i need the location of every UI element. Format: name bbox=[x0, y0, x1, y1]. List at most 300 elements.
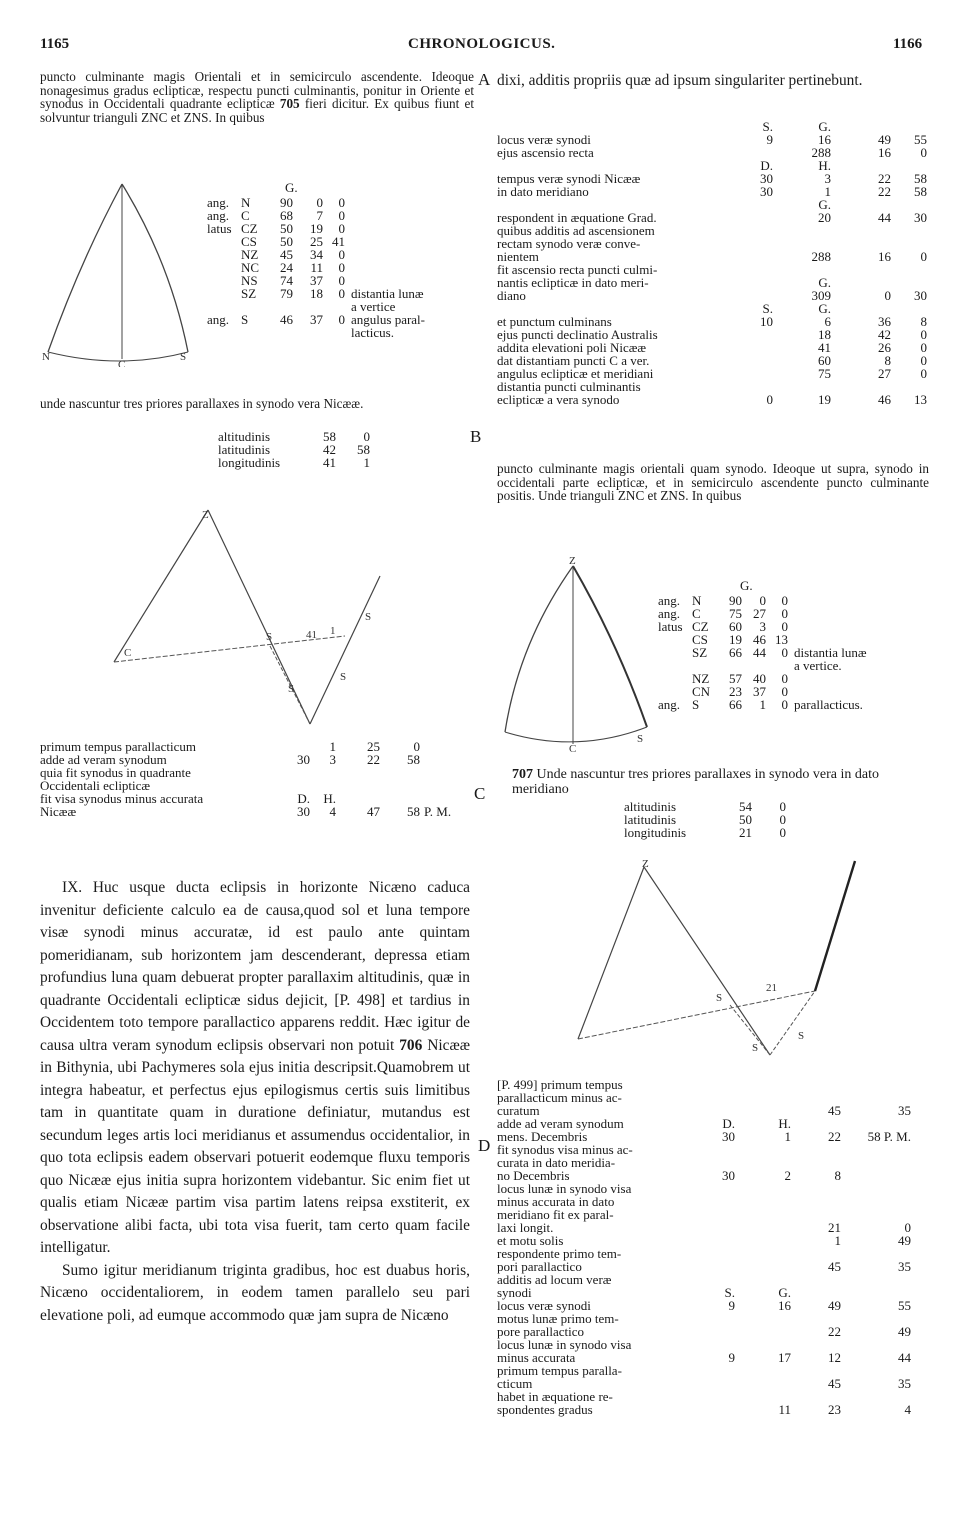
rtab1-cell: 16 bbox=[878, 145, 891, 160]
rtab1-cell: 20 bbox=[818, 210, 831, 225]
tri1-cell bbox=[345, 261, 425, 274]
tri2-cell: C bbox=[692, 606, 701, 621]
tri1-cell: 0 bbox=[338, 208, 345, 223]
tri2-cell: a vertice. bbox=[794, 658, 842, 673]
rtab1-cell: 55 bbox=[914, 132, 927, 147]
tab2-cell: 30 bbox=[297, 752, 310, 767]
rtab3-cell: 44 bbox=[898, 1350, 911, 1365]
tri2-cell bbox=[788, 620, 867, 633]
rtab1-cell: 0 bbox=[920, 327, 927, 342]
rtab3-cell: 45 bbox=[828, 1103, 841, 1118]
rtab3-cell: motus lunæ primo tem- bbox=[497, 1311, 619, 1326]
tri1-cell: ang. bbox=[207, 208, 230, 223]
rtab3-cell: adde ad veram synodum bbox=[497, 1116, 624, 1131]
rtab1-row bbox=[497, 393, 927, 406]
rtab1-cell bbox=[747, 276, 773, 289]
rtab1-cell: 16 bbox=[878, 249, 891, 264]
tri2-cell: parallacticus. bbox=[794, 697, 863, 712]
tab2-cell: Occidentali eclipticæ bbox=[40, 778, 151, 793]
tab2-cell: adde ad veram synodum bbox=[40, 752, 167, 767]
fig2-label-s1: S bbox=[266, 631, 273, 643]
rtab3-cell bbox=[735, 1195, 791, 1208]
rtab3-cell: 49 bbox=[898, 1324, 911, 1339]
rtab3-cell: laxi longit. bbox=[497, 1220, 554, 1235]
rtab1-cell: S. bbox=[762, 119, 773, 134]
rtab3-cell: pore parallactico bbox=[497, 1324, 584, 1339]
rtab1-cell: 46 bbox=[878, 392, 891, 407]
tri1-cell bbox=[345, 235, 425, 248]
tab2-cell: 30 bbox=[297, 804, 310, 819]
tri1-cell bbox=[207, 261, 239, 274]
tri2-cell bbox=[658, 646, 690, 659]
rtab3-cell: additis ad locum veræ bbox=[497, 1272, 612, 1287]
rtab1-cell: 288 bbox=[811, 249, 831, 264]
rtab3-cell: 30 bbox=[722, 1129, 735, 1144]
tri2-cell bbox=[788, 607, 867, 620]
rtab1-cell: 0 bbox=[920, 353, 927, 368]
tri2-cell: 0 bbox=[781, 697, 788, 712]
rtab3-cell bbox=[735, 1234, 791, 1247]
rtab1-cell: 58 bbox=[914, 184, 927, 199]
left-intro-text: puncto culminante magis Orientali et in semicirculo ascendente. Ideoque nonagesimus gradus eclipticæ, respectu puncti culminantis, ponitur in Oriente et synodus in Occidentali quadrante eclipticæ bbox=[40, 69, 474, 111]
rtab3-cell bbox=[791, 1273, 841, 1286]
rtab1-cell: H. bbox=[818, 158, 831, 173]
rtab3-cell bbox=[841, 1182, 911, 1195]
tri1-cell: 41 bbox=[332, 234, 345, 249]
rtab1-cell: 27 bbox=[878, 366, 891, 381]
par1-cell: 58 bbox=[357, 442, 370, 457]
rtab1-cell: nantis eclipticæ in dato meri- bbox=[497, 275, 649, 290]
par2-cell: 21 bbox=[739, 825, 752, 840]
margin-letter-c: C bbox=[474, 784, 486, 803]
rtab1-cell: diano bbox=[497, 288, 526, 303]
rtab3-row bbox=[497, 1208, 911, 1221]
rtab3-cell bbox=[841, 1078, 911, 1091]
par1-cell: 42 bbox=[323, 442, 336, 457]
tri1-cell: 19 bbox=[310, 221, 323, 236]
tri2-cell: 66 bbox=[729, 697, 742, 712]
rtab1-row bbox=[497, 146, 927, 159]
tri2-cell bbox=[788, 672, 867, 685]
tri1-cell: 7 bbox=[316, 208, 323, 223]
section-number-705: 705 bbox=[279, 96, 300, 111]
tab2-cell: 47 bbox=[367, 804, 380, 819]
fig2-label-s4: S bbox=[340, 671, 347, 683]
par2-row bbox=[624, 826, 786, 839]
tab2-cell: primum tempus parallacticum bbox=[40, 739, 196, 754]
tab2-cell bbox=[420, 740, 451, 753]
rtab1-cell: 8 bbox=[884, 353, 891, 368]
fig2-label-1: 1 bbox=[330, 625, 336, 637]
rtab3-cell bbox=[707, 1260, 735, 1273]
figure-parallax-diagram-1 bbox=[100, 496, 400, 736]
tri1-cell: angulus paral- bbox=[351, 312, 426, 327]
rtab1-cell bbox=[773, 224, 831, 237]
rtab3-cell bbox=[707, 1247, 735, 1260]
par1-cell: 0 bbox=[363, 429, 370, 444]
rtab1-cell: addita elevationi poli Nicææ bbox=[497, 340, 647, 355]
tri1-cell bbox=[345, 209, 425, 222]
rtab1-cell: rectam synodo veræ conve- bbox=[497, 236, 641, 251]
tab2-cell: fit visa synodus minus accurata bbox=[40, 791, 204, 806]
rtab3-cell bbox=[791, 1195, 841, 1208]
rtab3-cell: 11 bbox=[778, 1402, 791, 1417]
fig3-label-z: Z bbox=[569, 555, 576, 567]
rtab1-cell: 26 bbox=[878, 340, 891, 355]
rtab3-cell: 1 bbox=[834, 1233, 841, 1248]
rtab1-cell: 30 bbox=[760, 171, 773, 186]
rtab1-cell: 0 bbox=[920, 249, 927, 264]
rtab3-cell bbox=[791, 1156, 841, 1169]
tri1-cell: 45 bbox=[280, 247, 293, 262]
rtab3-row bbox=[497, 1273, 911, 1286]
par2-cell: 0 bbox=[779, 799, 786, 814]
rtab3-cell: 23 bbox=[828, 1402, 841, 1417]
tri2-cell bbox=[788, 594, 867, 607]
rtab1-cell: fit ascensio recta puncti culmi- bbox=[497, 262, 658, 277]
rtab3-cell: et motu solis bbox=[497, 1233, 564, 1248]
rtab3-cell bbox=[735, 1091, 791, 1104]
tri2-cell: 37 bbox=[753, 684, 766, 699]
tri2-cell: distantia lunæ bbox=[794, 645, 867, 660]
fig2-label-41: 41 bbox=[306, 629, 317, 641]
rtab3-cell bbox=[841, 1273, 911, 1286]
synod-table-right bbox=[497, 120, 927, 406]
rtab3-cell bbox=[791, 1078, 841, 1091]
section-707 bbox=[512, 768, 930, 797]
rtab1-cell: G. bbox=[818, 301, 831, 316]
rtab3-cell: 22 bbox=[828, 1324, 841, 1339]
rtab1-cell: 8 bbox=[920, 314, 927, 329]
tri1-cell bbox=[345, 248, 425, 261]
tri1-row bbox=[207, 196, 425, 209]
right-paragraph-2 bbox=[497, 462, 929, 503]
left-parallax-intro: unde nascuntur tres priores parallaxes in synodo vera Nicææ. bbox=[40, 396, 364, 411]
tri1-cell: 50 bbox=[280, 221, 293, 236]
rtab1-cell: 58 bbox=[914, 171, 927, 186]
rtab1-cell: G. bbox=[818, 119, 831, 134]
tri1-cell: 11 bbox=[310, 260, 323, 275]
rtab1-cell: 30 bbox=[914, 210, 927, 225]
rtab3-cell: minus accurata in dato bbox=[497, 1194, 615, 1209]
rtab1-cell: 309 bbox=[811, 288, 831, 303]
tri1-cell: 24 bbox=[280, 260, 293, 275]
tri2-cell: 66 bbox=[729, 645, 742, 660]
rtab3-cell: 2 bbox=[784, 1168, 791, 1183]
section-ix-text-b: Nicææ in Bithynia, ubi Pachymeres sola ejus initia descripsit.Quamobrem ut integra habeatur, et perfectus ejus epilogismus certis suis limitibus tam in quantitate quam in duratione definiatur, mutandus est secundum leges artis loci meridianus et assumendus occidentalior, in quo tota eclipsis eadem observari potuerit eodemque fluxu temporis quo Nicææ ejus initia supra horizontem videbantur. Sic enim fiet ut qualis etiam Nicææ partim visa partim latens reipsa exstiterit, ex observatione alibi facta, ubi tota visa fuerit, tam certo quam facile intelligatur. bbox=[40, 1036, 470, 1256]
rtab1-row bbox=[497, 237, 927, 250]
rtab3-cell bbox=[707, 1078, 735, 1091]
rtab1-cell bbox=[747, 237, 773, 250]
tri1-cell: 37 bbox=[310, 273, 323, 288]
rtab3-cell bbox=[707, 1091, 735, 1104]
rtab1-cell: 0 bbox=[884, 288, 891, 303]
tri2-cell: ang. bbox=[658, 697, 681, 712]
tri2-cell: 60 bbox=[729, 619, 742, 634]
rtab3-cell: 49 bbox=[898, 1233, 911, 1248]
tri1-cell bbox=[239, 326, 263, 339]
rtab1-cell: tempus veræ synodi Nicææ bbox=[497, 171, 641, 186]
tri1-cell: NC bbox=[241, 260, 260, 275]
tri1-cell bbox=[345, 222, 425, 235]
rtab3-cell: synodi bbox=[497, 1285, 532, 1300]
rtab3-cell: pori parallactico bbox=[497, 1259, 582, 1274]
rtab1-cell bbox=[747, 250, 773, 263]
rtab3-cell bbox=[707, 1195, 735, 1208]
tri1-cell: 0 bbox=[338, 247, 345, 262]
tri2-cell: S bbox=[692, 697, 700, 712]
rtab1-cell bbox=[747, 198, 773, 211]
rtab3-cell bbox=[735, 1247, 791, 1260]
rtab1-cell: distantia puncti culminantis bbox=[497, 379, 641, 394]
rtab3-cell bbox=[735, 1312, 791, 1325]
tri1-cell bbox=[207, 326, 239, 339]
tri2-cell: 23 bbox=[729, 684, 742, 699]
tri1-cell: 68 bbox=[280, 208, 293, 223]
tri1-cell: S bbox=[241, 312, 249, 327]
rtab3-cell bbox=[707, 1208, 735, 1221]
rtab1-cell: G. bbox=[818, 197, 831, 212]
section-number-707: 707 bbox=[512, 767, 533, 782]
fig2-label-s2: S bbox=[365, 611, 372, 623]
tab2-cell bbox=[336, 779, 380, 792]
rtab3-cell bbox=[791, 1182, 841, 1195]
rtab1-cell: 0 bbox=[766, 392, 773, 407]
rtab3-cell: spondentes gradus bbox=[497, 1402, 593, 1417]
rtab3-cell: primum tempus paralla- bbox=[497, 1363, 622, 1378]
left-paragraph-2 bbox=[40, 397, 474, 411]
right-triangles-intro: puncto culminante magis orientali quam synodo. Ideoque ut supra, synodo in occidentali parte eclipticæ, et in semicirculo ascendente puncto culminante positis. Unde trianguli ZNC et ZNS. In quibus bbox=[497, 461, 929, 503]
fig3-label-s: S bbox=[637, 733, 644, 745]
triangle-table-1-head: G. bbox=[285, 180, 298, 195]
tri1-cell: SZ bbox=[241, 286, 257, 301]
rtab3-cell bbox=[841, 1195, 911, 1208]
rtab1-cell: 3 bbox=[824, 171, 831, 186]
par2-cell: longitudinis bbox=[624, 825, 687, 840]
rtab3-cell: 58 P. M. bbox=[867, 1129, 911, 1144]
rtab3-cell: 55 bbox=[898, 1298, 911, 1313]
section-ix bbox=[40, 877, 470, 1327]
tab2-cell: 22 bbox=[367, 752, 380, 767]
rtab3-cell: parallacticum minus ac- bbox=[497, 1090, 622, 1105]
rtab3-cell: locus lunæ in synodo visa bbox=[497, 1337, 632, 1352]
tri1-cell: 79 bbox=[280, 286, 293, 301]
rtab1-cell: S. bbox=[762, 301, 773, 316]
tab2-cell: 58 bbox=[407, 752, 420, 767]
tri1-cell: 0 bbox=[338, 273, 345, 288]
rtab1-cell: 22 bbox=[878, 171, 891, 186]
rtab3-row bbox=[497, 1403, 911, 1416]
rtab3-cell: 35 bbox=[898, 1376, 911, 1391]
tri2-cell: 27 bbox=[753, 606, 766, 621]
rtab1-cell: 44 bbox=[878, 210, 891, 225]
rtab3-cell: 35 bbox=[898, 1259, 911, 1274]
figure-spherical-triangle-2 bbox=[497, 552, 657, 752]
tri2-cell: 13 bbox=[775, 632, 788, 647]
tri2-cell: 90 bbox=[729, 593, 742, 608]
page-number-left: 1165 bbox=[40, 36, 70, 52]
rtab3-cell: no Decembris bbox=[497, 1168, 570, 1183]
running-title: CHRONOLOGICUS. bbox=[408, 36, 556, 52]
par1-cell: 58 bbox=[323, 429, 336, 444]
tri2-cell: 0 bbox=[781, 606, 788, 621]
tri1-cell: 90 bbox=[280, 195, 293, 210]
rtab1-cell bbox=[831, 224, 891, 237]
rtab3-cell: 12 bbox=[828, 1350, 841, 1365]
tri2-cell: 0 bbox=[781, 645, 788, 660]
tri1-cell: ang. bbox=[207, 195, 230, 210]
rtab3-cell: meridiano fit ex paral- bbox=[497, 1207, 614, 1222]
rtab1-cell: 288 bbox=[811, 145, 831, 160]
margin-letter-d: D bbox=[478, 1136, 491, 1155]
tri2-cell bbox=[658, 672, 690, 685]
rtab3-row bbox=[497, 1091, 911, 1104]
rtab1-cell: ejus puncti declinatio Australis bbox=[497, 327, 658, 342]
rtab1-cell: 6 bbox=[824, 314, 831, 329]
rtab3-cell bbox=[707, 1221, 735, 1234]
tri2-cell: 0 bbox=[781, 671, 788, 686]
tab2-row bbox=[40, 792, 451, 805]
tab2-cell bbox=[380, 766, 420, 779]
section-707-text: Unde nascuntur tres priores parallaxes in synodo vera in dato meridiano bbox=[512, 767, 880, 797]
par2-cell: 0 bbox=[779, 812, 786, 827]
tab2-cell bbox=[380, 779, 420, 792]
tri1-cell: 0 bbox=[338, 195, 345, 210]
tri2-cell: 0 bbox=[781, 684, 788, 699]
fig1-label-c: C bbox=[118, 359, 126, 367]
tab2-cell: 4 bbox=[329, 804, 336, 819]
rtab3-cell: 9 bbox=[728, 1298, 735, 1313]
rtab1-cell bbox=[747, 367, 773, 380]
rtab3-cell bbox=[735, 1221, 791, 1234]
parallax-table-1 bbox=[218, 430, 370, 469]
rtab1-cell: 9 bbox=[766, 132, 773, 147]
tri2-cell: 0 bbox=[759, 593, 766, 608]
tri1-cell: CS bbox=[241, 234, 257, 249]
rtab3-cell: 45 bbox=[828, 1376, 841, 1391]
rtab3-cell: 1 bbox=[784, 1129, 791, 1144]
rtab3-cell bbox=[841, 1156, 911, 1169]
tab2-cell bbox=[336, 766, 380, 779]
triangle-table-1 bbox=[207, 180, 425, 339]
rtab3-cell bbox=[735, 1156, 791, 1169]
tri1-cell: C bbox=[241, 208, 250, 223]
par2-cell: 50 bbox=[739, 812, 752, 827]
rtab1-cell: 60 bbox=[818, 353, 831, 368]
rtab3-cell bbox=[841, 1390, 911, 1403]
rtab3-cell: 22 bbox=[828, 1129, 841, 1144]
section-ix-text: IX. Huc usque ducta eclipsis in horizonte Nicæno caduca invenitur deficiente calculo ea de causa,quod sol et luna tempore visæ synodi minus accuratæ, id est paulo ante quintam pomeridianam, sub horizontem jam descenderant, depressa etiam profundius luna quam debuerat propter parallaxim altitudinis, quæ in quadrante Occidentali eclipticæ sidus dejicit, [P. 498] et tardius in Occidentem toto tempore parallactico apparens reddit. Hæc igitur de causa ultra veram synodum eclipsis observari non potuit bbox=[40, 879, 470, 1054]
rtab1-cell: dat distantiam puncti C a ver. bbox=[497, 353, 650, 368]
rtab3-cell: respondente primo tem- bbox=[497, 1246, 622, 1261]
fig4-label-s3: S bbox=[798, 1030, 805, 1042]
rtab3-cell bbox=[841, 1143, 911, 1156]
tri2-cell: NZ bbox=[692, 671, 710, 686]
rtab3-cell: 35 bbox=[898, 1103, 911, 1118]
rtab3-cell: curatum bbox=[497, 1103, 540, 1118]
rtab1-cell: locus veræ synodi bbox=[497, 132, 591, 147]
rtab1-cell: 16 bbox=[818, 132, 831, 147]
par1-row bbox=[218, 456, 370, 469]
fig3-label-c: C bbox=[569, 743, 577, 752]
rtab1-cell: 22 bbox=[878, 184, 891, 199]
rtab1-cell: nientem bbox=[497, 249, 539, 264]
rtab1-cell: eclipticæ a vera synodo bbox=[497, 392, 620, 407]
tri2-row bbox=[658, 698, 867, 711]
tri1-cell bbox=[207, 274, 239, 287]
rtab1-cell: et punctum culminans bbox=[497, 314, 612, 329]
rtab3-cell bbox=[735, 1377, 791, 1390]
tri2-cell: 0 bbox=[781, 619, 788, 634]
rtab1-cell: 30 bbox=[914, 288, 927, 303]
tri1-cell: 0 bbox=[338, 221, 345, 236]
rtab1-cell: 19 bbox=[818, 392, 831, 407]
tri2-cell: CN bbox=[692, 684, 711, 699]
tri1-cell: 18 bbox=[310, 286, 323, 301]
tri1-cell: 0 bbox=[316, 195, 323, 210]
margin-letter-a: A bbox=[478, 70, 491, 89]
rtab1-cell: 30 bbox=[760, 184, 773, 199]
tri1-cell: NS bbox=[241, 273, 258, 288]
rtab1-cell bbox=[747, 354, 773, 367]
right-intro-text: dixi, additis propriis quæ ad ipsum singulariter pertinebunt. bbox=[497, 72, 863, 89]
fig1-label-s: S bbox=[180, 351, 187, 363]
tri2-cell: 3 bbox=[759, 619, 766, 634]
tri1-cell bbox=[323, 326, 345, 339]
tri2-cell: SZ bbox=[692, 645, 708, 660]
fig2-label-z: Z bbox=[202, 509, 209, 521]
rtab3-cell bbox=[707, 1403, 735, 1416]
tri1-cell bbox=[345, 196, 425, 209]
par2-cell: 54 bbox=[739, 799, 752, 814]
tri1-row bbox=[207, 326, 425, 339]
tab2-cell bbox=[420, 766, 451, 779]
tri2-cell: 1 bbox=[759, 697, 766, 712]
time-table-left bbox=[40, 740, 451, 818]
tri2-cell: N bbox=[692, 593, 702, 608]
fig1-label-n: N bbox=[42, 351, 50, 363]
fig2-label-c: C bbox=[124, 647, 132, 659]
rtab1-cell bbox=[747, 341, 773, 354]
rtab3-cell: 16 bbox=[778, 1298, 791, 1313]
tri1-cell: CZ bbox=[241, 221, 258, 236]
rtab1-cell bbox=[747, 263, 773, 276]
rtab3-cell bbox=[841, 1169, 911, 1182]
tri2-cell: 46 bbox=[753, 632, 766, 647]
fig2-label-s3: S bbox=[288, 683, 295, 695]
tri1-cell: 25 bbox=[310, 234, 323, 249]
rtab3-cell: locus veræ synodi bbox=[497, 1298, 591, 1313]
rtab3-row bbox=[497, 1364, 911, 1377]
rtab3-cell bbox=[735, 1208, 791, 1221]
par1-cell: latitudinis bbox=[218, 442, 270, 457]
tri1-cell bbox=[207, 235, 239, 248]
rtab1-cell: G. bbox=[818, 275, 831, 290]
rtab1-cell bbox=[891, 263, 927, 276]
tab2-cell: 0 bbox=[413, 739, 420, 754]
rtab1-cell: ejus ascensio recta bbox=[497, 145, 594, 160]
rtab1-cell: 75 bbox=[818, 366, 831, 381]
triangle-table-1-body bbox=[207, 196, 425, 339]
tri2-cell: CZ bbox=[692, 619, 709, 634]
par2-cell: altitudinis bbox=[624, 799, 676, 814]
rtab3-cell bbox=[735, 1260, 791, 1273]
tab2-cell: 58 bbox=[407, 804, 420, 819]
tri2-cell: 44 bbox=[753, 645, 766, 660]
left-intro-text-b: fieri dicitur. Ex quibus fiunt et solvuntur trianguli ZNC et ZNS. In quibus bbox=[40, 96, 475, 125]
rtab3-cell: 45 bbox=[828, 1259, 841, 1274]
rtab3-cell bbox=[735, 1143, 791, 1156]
